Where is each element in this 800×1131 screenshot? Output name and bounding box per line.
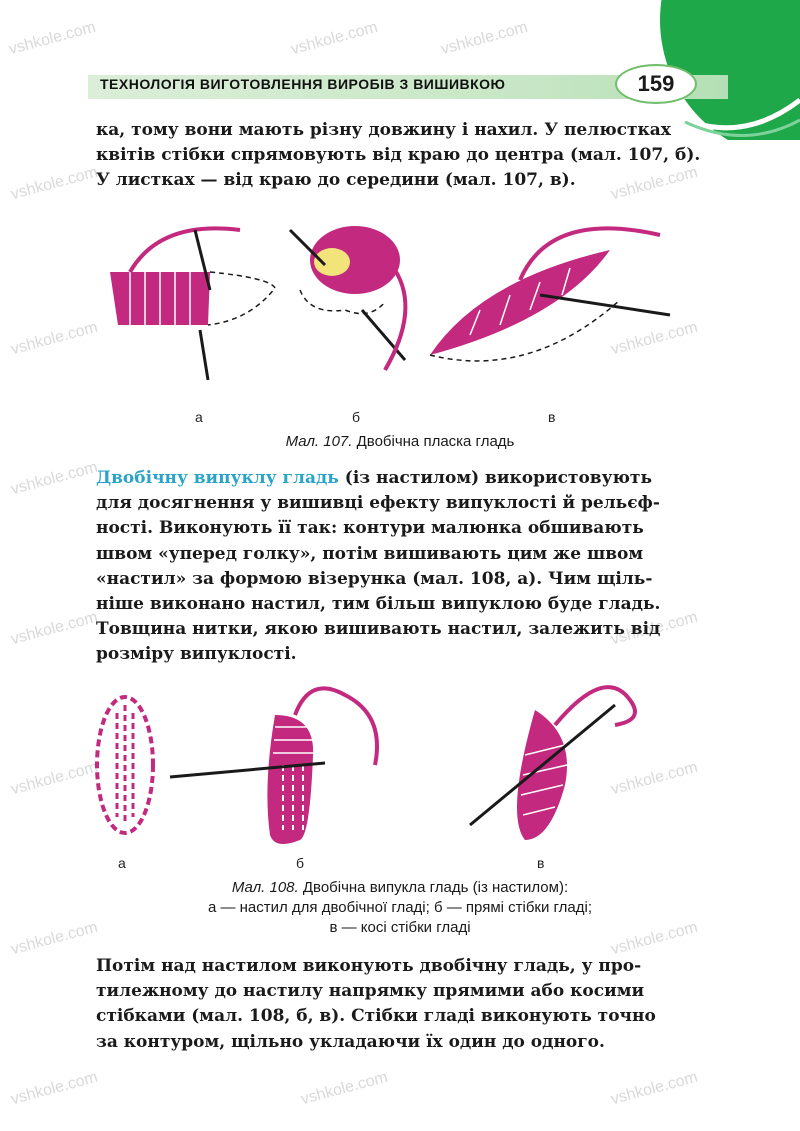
text-line: розміру випуклості.	[96, 644, 297, 665]
caption-text: Двобічна пласка гладь	[356, 433, 515, 450]
figure-107-label-c: в	[548, 409, 556, 425]
caption-prefix: Мал. 108.	[231, 879, 299, 896]
figure-108a-drawing	[97, 697, 153, 833]
text-line: для досягнення у вишивці ефекту випуклості й рельєф-	[96, 493, 660, 514]
watermark: vshkole.com	[9, 318, 100, 359]
figure-107c-drawing	[430, 228, 670, 361]
paragraph-2	[96, 466, 702, 668]
figure-107-label-b: б	[352, 409, 361, 425]
text-line: Потім над настилом виконують двобічну гладь, у про-	[96, 956, 642, 976]
caption-prefix: Мал. 107.	[285, 433, 353, 450]
text-line: Товщина нитки, якою вишивають настил, залежить від	[96, 619, 661, 640]
watermark: vshkole.com	[439, 18, 530, 59]
figure-107a-drawing	[110, 228, 275, 380]
caption-line: а — настил для двобічної гладі; б — прямі стібки гладі;	[207, 899, 593, 916]
text-line: стібками (мал. 108, б, в). Стібки гладі виконують точно	[96, 1006, 656, 1027]
caption-text: Двобічна випукла гладь (із настилом):	[302, 879, 569, 896]
text-line	[96, 466, 702, 491]
text-line: квітів стібки спрямовують від краю до центра (мал. 107, б).	[96, 145, 701, 166]
watermark: vshkole.com	[609, 318, 700, 359]
text-line: тилежному до настилу напрямку прямими або косими	[96, 981, 645, 1002]
text-line: ніше виконано настил, тим більш випуклою буде гладь.	[96, 594, 661, 615]
figure-108-label-c: в	[537, 855, 545, 871]
paragraph-1	[96, 118, 702, 194]
text-line: У листках — від краю до середини (мал. 107, в).	[96, 170, 576, 191]
figure-108c-drawing	[470, 687, 635, 840]
watermark: vshkole.com	[9, 1068, 100, 1109]
term-highlight: Двобічну випуклу гладь	[96, 468, 339, 488]
text-line: швом «уперед голку», потім вишивають цим же швом	[96, 543, 644, 564]
text-line: «настил» за формою візерунка (мал. 108, а). Чим щіль-	[96, 568, 653, 589]
text-line: ка, тому вони мають різну довжину і нахил. У пелюстках	[96, 120, 671, 140]
watermark: vshkole.com	[299, 1068, 390, 1109]
text-fragment: (із настилом) використовують	[338, 468, 653, 488]
watermark: vshkole.com	[9, 458, 100, 499]
watermark: vshkole.com	[9, 758, 100, 799]
figure-107-label-a: а	[195, 409, 203, 425]
figure-108-label-b: б	[296, 855, 305, 871]
figure-107-caption	[200, 432, 600, 452]
watermark: vshkole.com	[609, 163, 700, 204]
watermark: vshkole.com	[289, 18, 380, 59]
watermark: vshkole.com	[9, 163, 100, 204]
caption-line	[140, 878, 660, 898]
watermark: vshkole.com	[9, 918, 100, 959]
caption-line: в — косі стібки гладі	[329, 919, 471, 936]
figure-108-illustration	[85, 665, 645, 850]
figure-108b-drawing	[170, 688, 377, 844]
watermark: vshkole.com	[9, 608, 100, 649]
running-header: ТЕХНОЛОГІЯ ВИГОТОВЛЕННЯ ВИРОБІВ З ВИШИВКОЮ	[100, 76, 506, 92]
watermark: vshkole.com	[7, 18, 98, 59]
figure-108-label-a: а	[118, 855, 126, 871]
paragraph-3	[96, 954, 702, 1055]
figure-107b-drawing	[290, 226, 405, 370]
watermark: vshkole.com	[609, 758, 700, 799]
watermark: vshkole.com	[609, 608, 700, 649]
figure-107-illustration	[100, 210, 700, 400]
page-number: 159	[615, 64, 697, 104]
watermark: vshkole.com	[609, 918, 700, 959]
text-line: ності. Виконують її так: контури малюнка обшивають	[96, 518, 644, 539]
figure-108-caption	[140, 878, 660, 938]
watermark: vshkole.com	[609, 1068, 700, 1109]
text-line: за контуром, щільно укладаючи їх один до одного.	[96, 1031, 605, 1052]
